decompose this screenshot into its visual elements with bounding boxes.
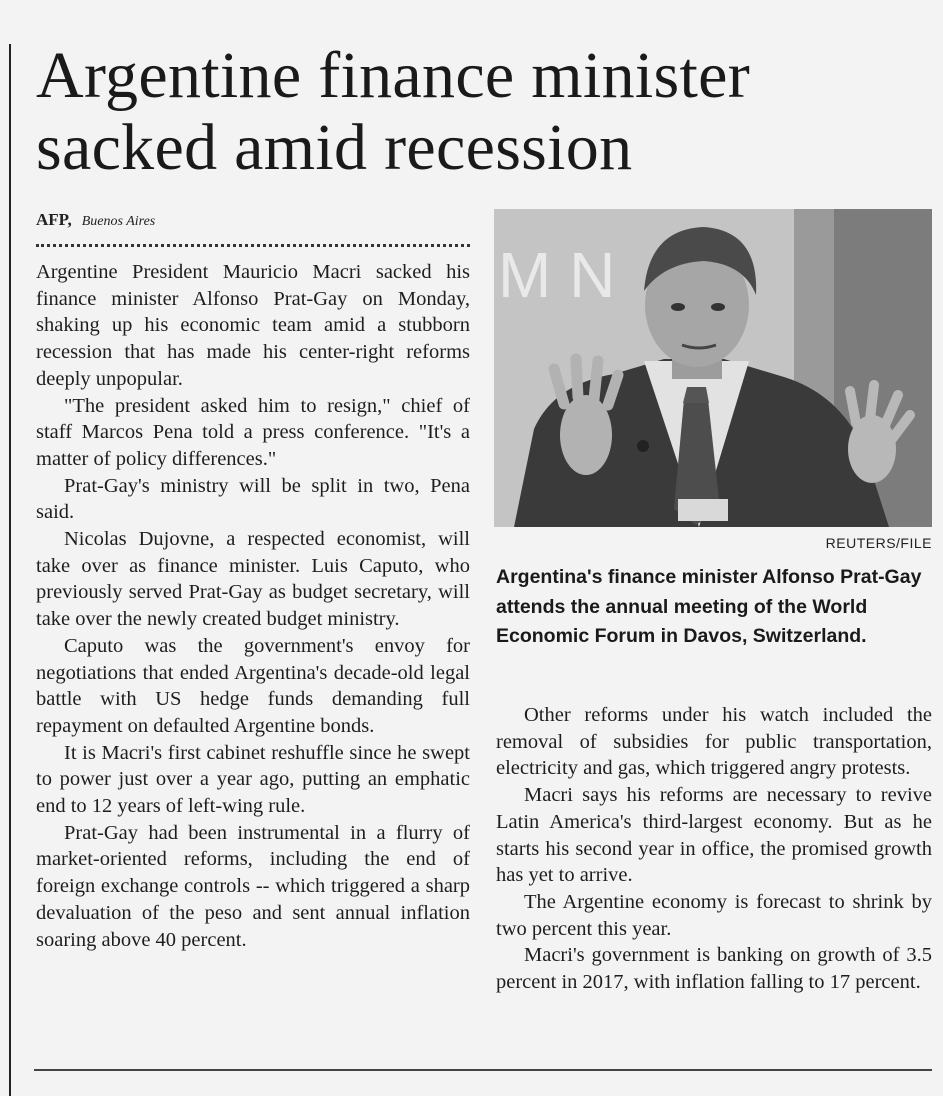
agency-name: AFP,: [36, 210, 72, 229]
body-paragraph: Other reforms under his watch included the removal of subsidies for public transportation, electricity and gas, which triggered angry protests.: [496, 704, 932, 780]
news-photo: [494, 209, 932, 527]
body-paragraph: Macri's government is banking on growth of 3.5 percent in 2017, with inflation falling to 17 percent.: [496, 944, 932, 994]
body-paragraph: "The president asked him to resign," chief of staff Marcos Pena told a press conference. "It's a matter of policy differences.": [36, 394, 470, 470]
photo-backdrop-text: M N: [498, 239, 616, 311]
photo-portrait-illustration: [494, 209, 932, 527]
article-body-left-column: [36, 259, 470, 953]
dateline-location: Buenos Aires: [81, 214, 156, 229]
photo-credit: REUTERS/FILE: [825, 535, 932, 551]
dotted-divider: [36, 244, 470, 247]
body-paragraph: The Argentine economy is forecast to shrink by two percent this year.: [496, 890, 932, 940]
bottom-rule: [34, 1069, 932, 1071]
left-column-rule: [9, 44, 11, 1096]
article-body-right-column: [496, 702, 932, 996]
body-paragraph: Prat-Gay had been instrumental in a flurry of market-oriented reforms, including the end of foreign exchange controls -- which triggered a sharp devaluation of the peso and sent annual inflation soaring above 40 percent.: [36, 821, 470, 951]
headline-line-1: Argentine finance minister: [36, 39, 751, 112]
body-paragraph: Caputo was the government's envoy for negotiations that ended Argentina's decade-old legal battle with US hedge funds demanding full repayment on defaulted Argentine bonds.: [36, 634, 470, 737]
dateline: [36, 210, 155, 230]
body-paragraph: It is Macri's first cabinet reshuffle since he swept to power just over a year ago, putting an emphatic end to 12 years of left-wing rule.: [36, 741, 470, 818]
body-paragraph: Macri says his reforms are necessary to revive Latin America's third-largest economy. But as he starts his second year in office, the promised growth has yet to arrive.: [496, 784, 932, 887]
body-paragraph: Prat-Gay's ministry will be split in two, Pena said.: [36, 474, 470, 524]
photo-caption: Argentina's finance minister Alfonso Prat-Gay attends the annual meeting of the World Economic Forum in Davos, Switzerland.: [496, 566, 922, 647]
body-paragraph: Argentine President Mauricio Macri sacked his finance minister Alfonso Prat-Gay on Monday, shaking up his economic team amid a stubborn recession that has made his center-right reforms deeply unpopular.: [36, 261, 470, 390]
headline-line-2: sacked amid recession: [36, 111, 633, 184]
body-paragraph: Nicolas Dujovne, a respected economist, will take over as finance minister. Luis Caputo, who previously served Prat-Gay as budget secretary, will take over the newly created budget ministry.: [36, 528, 470, 631]
article-headline: [36, 40, 926, 184]
